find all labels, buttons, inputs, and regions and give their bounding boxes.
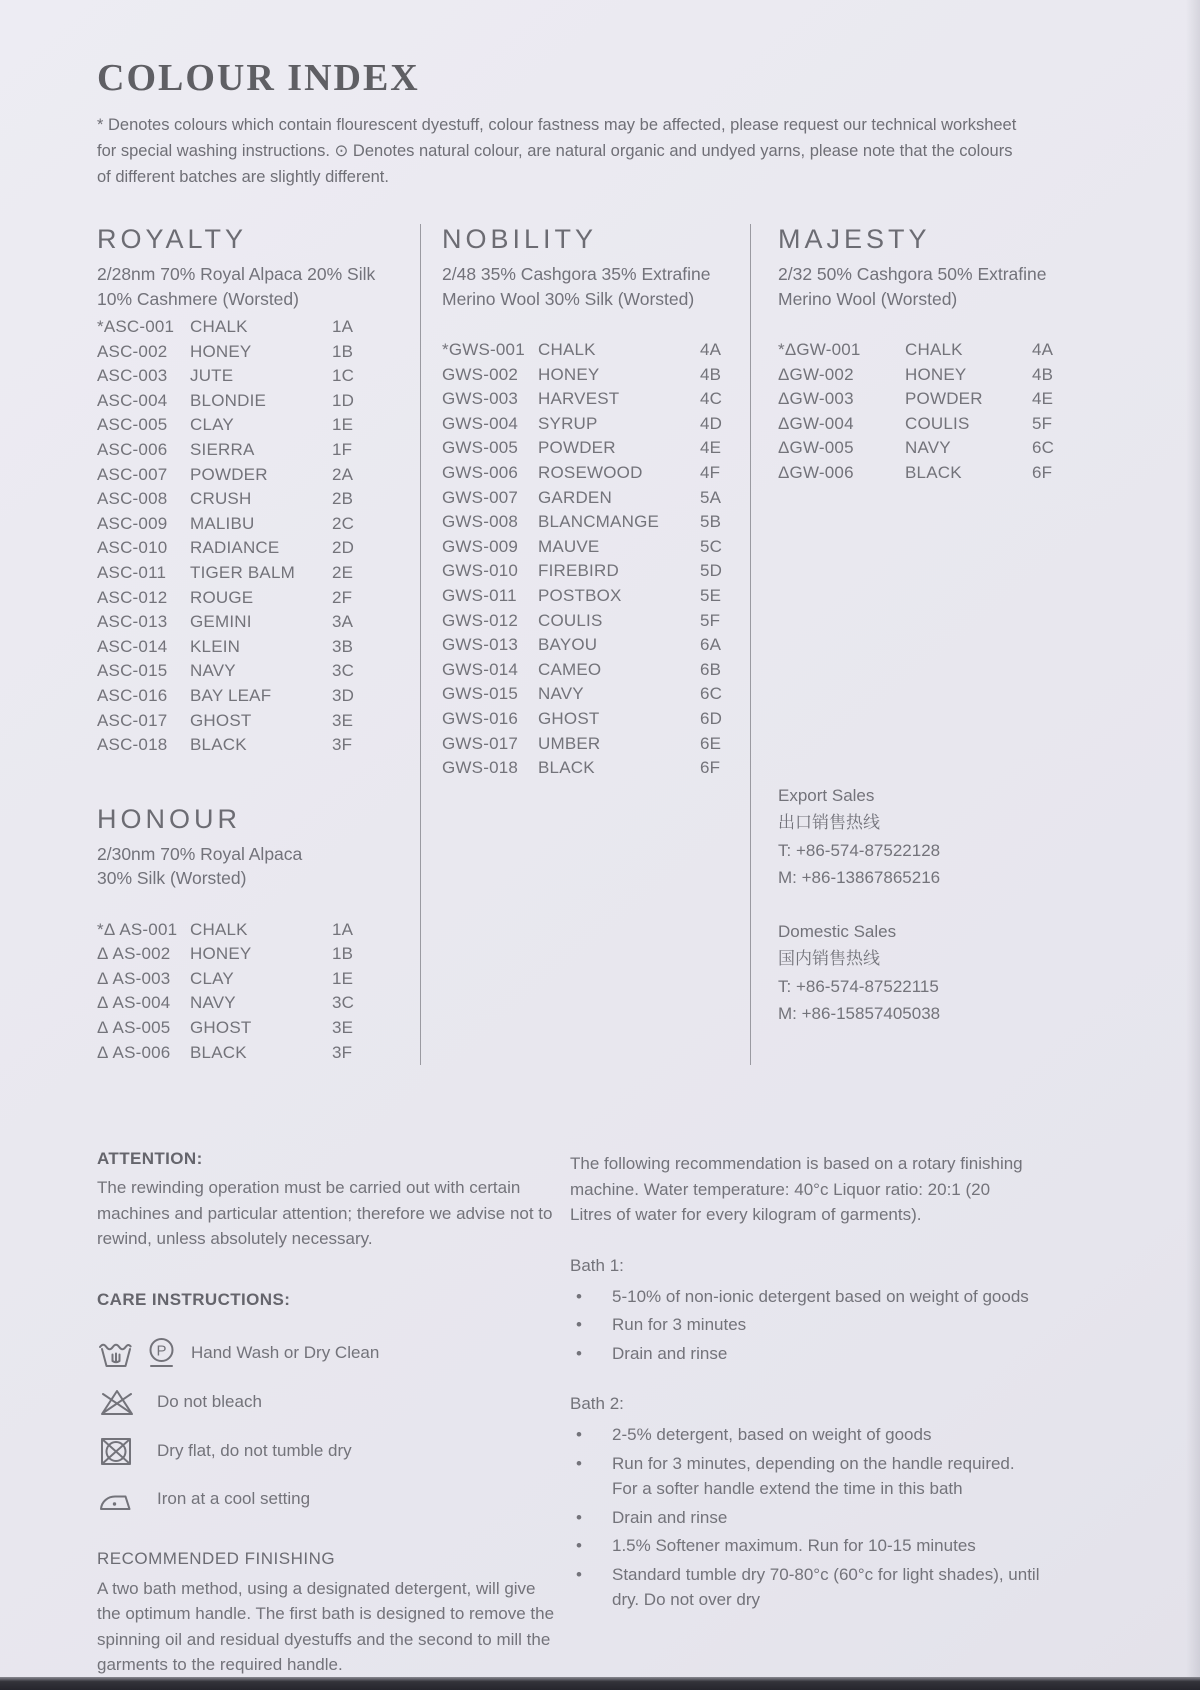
colour-code: GWS-011 (442, 585, 517, 605)
colour-ref: 4B (700, 364, 722, 384)
colour-row (97, 512, 420, 537)
colour-table-honour (97, 918, 420, 1066)
colour-name: CHALK (905, 340, 963, 359)
colour-row (442, 412, 750, 437)
contact-title: Export Sales (778, 785, 875, 805)
colour-code: ASC-014 (97, 636, 168, 656)
colour-row (97, 315, 420, 340)
colour-table-royalty (97, 315, 420, 758)
colour-name: HONEY (190, 944, 252, 964)
colour-name: CHALK (190, 919, 248, 939)
colour-row (442, 387, 750, 412)
colour-code: ASC-009 (97, 513, 168, 533)
colour-ref: 4D (700, 413, 723, 433)
yarn-spec-line: Merino Wool (Worsted) (778, 288, 958, 309)
colour-row (778, 363, 1110, 388)
yarn-spec-line: 30% Silk (Worsted) (97, 868, 247, 889)
colour-row (97, 918, 420, 943)
colour-ref: 3D (332, 685, 355, 705)
colour-name: POWDER (538, 438, 616, 458)
colour-ref: 2F (332, 587, 353, 607)
contact-subtitle-cn: 国内销售热线 (778, 949, 880, 969)
colour-code: ASC-017 (97, 710, 168, 730)
section-title: NOBILITY (442, 224, 598, 254)
colour-ref: 2B (332, 489, 354, 509)
bath-step (570, 1533, 1040, 1559)
colour-row (97, 364, 420, 389)
recommended-finishing-heading: RECOMMENDED FINISHING (97, 1548, 336, 1568)
colour-ref: 3E (332, 710, 354, 730)
colour-code: GWS-016 (442, 708, 519, 728)
care-row-do-not-bleach (97, 1385, 570, 1419)
sales-contacts (778, 782, 1110, 1028)
colour-name: ROSEWOOD (538, 462, 643, 482)
attention-heading: ATTENTION: (97, 1149, 203, 1169)
colour-name: POWDER (905, 389, 983, 409)
colour-name: POWDER (190, 464, 268, 484)
bath-2-block (570, 1394, 1110, 1613)
export-sales-contact (778, 782, 1110, 892)
bottom-right-column (570, 1149, 1110, 1678)
colour-code: GWS-008 (442, 512, 519, 532)
bath-step (570, 1451, 1040, 1502)
colour-row (97, 487, 420, 512)
colour-row (442, 461, 750, 486)
colour-name: CAMEO (538, 659, 602, 679)
section-honour (97, 804, 420, 1066)
colour-row (97, 1041, 420, 1066)
colour-code: GWS-012 (442, 610, 519, 630)
bottom-section (0, 1149, 1200, 1678)
bath-step-text: 5-10% of non-ionic detergent based on weight of goods (612, 1286, 1029, 1306)
colour-code: GWS-004 (442, 413, 519, 433)
care-label: Do not bleach (157, 1391, 262, 1411)
colour-code: Δ AS-003 (97, 968, 171, 988)
colour-code: GWS-017 (442, 733, 519, 753)
dry-clean-p-icon (148, 1336, 175, 1370)
colour-ref: 1B (332, 944, 354, 964)
colour-ref: 2C (332, 513, 355, 533)
hand-wash-icon (97, 1336, 135, 1370)
care-icons-group (97, 1483, 141, 1515)
colour-columns (97, 224, 1110, 1065)
colour-ref: 4F (700, 462, 721, 482)
section-title: HONOUR (97, 803, 241, 834)
column-majesty-contacts (750, 224, 1110, 1065)
colour-row (97, 438, 420, 463)
colour-row (442, 486, 750, 511)
colour-name: UMBER (538, 733, 601, 753)
bath-step-text: 2-5% detergent, based on weight of goods (612, 1425, 932, 1445)
colour-row (97, 340, 420, 365)
colour-name: SIERRA (190, 439, 255, 459)
colour-code: Δ AS-006 (97, 1042, 171, 1062)
bath-step (570, 1284, 1040, 1310)
care-icons-group (97, 1385, 141, 1419)
bath-2-label: Bath 2: (570, 1394, 624, 1414)
colour-code: ΔGW-004 (778, 413, 854, 433)
colour-row (442, 584, 750, 609)
intro-note: * Denotes colours which contain flourescent dyestuff, colour fastness may be affected, please request our technical worksheet for special washing instructions. ⊙ Denotes natural colour, are natural organic and undyed yarns, please note that the colours of different batches are slightly different. (97, 116, 1017, 186)
colour-row (778, 461, 1110, 486)
colour-row (442, 559, 750, 584)
bath-step-text: Standard tumble dry 70-80°c (60°c for light shades), until dry. Do not over dry (612, 1564, 1040, 1610)
colour-code: GWS-010 (442, 561, 519, 581)
colour-code: ΔGW-002 (778, 364, 854, 384)
bath-step (570, 1341, 1040, 1367)
colour-row (778, 436, 1110, 461)
colour-code: ASC-004 (97, 390, 168, 410)
bath-step (570, 1505, 1040, 1531)
colour-name: SYRUP (538, 413, 598, 433)
bath-1-label: Bath 1: (570, 1255, 624, 1275)
colour-code: GWS-002 (442, 364, 519, 384)
colour-row (97, 733, 420, 758)
colour-ref: 3C (332, 661, 355, 681)
colour-name: GARDEN (538, 487, 612, 507)
colour-code: GWS-007 (442, 487, 519, 507)
colour-name: GEMINI (190, 612, 252, 632)
colour-row (97, 413, 420, 438)
scan-edge-bottom (0, 1677, 1200, 1690)
bath-step-text: Drain and rinse (612, 1343, 728, 1363)
colour-row (97, 684, 420, 709)
colour-row (97, 1016, 420, 1041)
colour-name: CHALK (538, 340, 596, 359)
colour-code: ΔGW-003 (778, 389, 854, 409)
colour-ref: 1D (332, 390, 355, 410)
colour-row (442, 633, 750, 658)
colour-row (97, 991, 420, 1016)
colour-name: MALIBU (190, 513, 255, 533)
care-icons-group (97, 1434, 141, 1468)
yarn-spec-line: Merino Wool 30% Silk (Worsted) (442, 288, 695, 309)
colour-row (97, 610, 420, 635)
colour-ref: 3C (332, 993, 355, 1013)
colour-row (442, 338, 750, 363)
care-instructions-heading: CARE INSTRUCTIONS: (97, 1289, 291, 1309)
domestic-sales-contact (778, 918, 1110, 1028)
colour-row (442, 658, 750, 683)
colour-ref: 6C (700, 684, 723, 704)
colour-row (442, 756, 750, 781)
colour-ref: 1C (332, 366, 355, 386)
do-not-tumble-dry-icon (97, 1434, 135, 1468)
colour-ref: 6D (700, 708, 723, 728)
colour-ref: 1F (332, 439, 353, 459)
colour-name: COULIS (538, 610, 603, 630)
colour-ref: 5B (700, 512, 722, 532)
colour-name: HARVEST (538, 389, 620, 409)
colour-row (97, 967, 420, 992)
colour-ref: 6A (700, 635, 722, 655)
colour-code: *ASC-001 (97, 317, 175, 336)
colour-row (778, 387, 1110, 412)
colour-ref: 5E (700, 585, 722, 605)
colour-ref: 5A (700, 487, 722, 507)
colour-row (97, 942, 420, 967)
contact-title: Domestic Sales (778, 921, 897, 941)
yarn-spec-line: 10% Cashmere (Worsted) (97, 288, 299, 309)
colour-ref: 1E (332, 415, 354, 435)
colour-name: JUTE (190, 366, 234, 386)
section-title: ROYALTY (97, 224, 248, 254)
colour-name: CLAY (190, 415, 234, 435)
colour-row (442, 535, 750, 560)
colour-name: HONEY (905, 364, 967, 384)
colour-ref: 1B (332, 341, 354, 361)
section-nobility (442, 224, 750, 781)
care-row-do-not-tumble-dry (97, 1434, 570, 1468)
colour-code: ASC-003 (97, 366, 168, 386)
colour-ref: 3F (332, 1042, 353, 1062)
colour-ref: 4E (1032, 389, 1054, 409)
colour-name: BLACK (538, 758, 595, 778)
colour-code: GWS-009 (442, 536, 519, 556)
colour-code: GWS-014 (442, 659, 519, 679)
colour-name: NAVY (905, 438, 951, 458)
care-row-hand-wash (97, 1336, 570, 1370)
colour-code: Δ AS-005 (97, 1018, 171, 1038)
column-nobility (420, 224, 750, 1065)
colour-code: *ΔGW-001 (778, 340, 861, 359)
scan-edge-right-shadow (1186, 0, 1200, 1690)
colour-ref: 4A (700, 340, 722, 359)
colour-ref: 6B (700, 659, 722, 679)
colour-code: ASC-006 (97, 439, 168, 459)
bath-1-steps (570, 1284, 1040, 1367)
colour-name: GHOST (190, 710, 252, 730)
attention-text: The rewinding operation must be carried out with certain machines and particular attention; therefore we advise not to rewind, unless absolutely necessary. (97, 1178, 553, 1249)
colour-name: TIGER BALM (190, 562, 295, 582)
colour-ref: 6E (700, 733, 722, 753)
bath-step-text: Run for 3 minutes, depending on the handle required. For a softer handle extend the time in this bath (612, 1453, 1015, 1499)
colour-ref: 5F (700, 610, 721, 630)
colour-name: MAUVE (538, 536, 600, 556)
section-royalty (97, 224, 420, 758)
colour-name: GHOST (190, 1018, 252, 1038)
colour-ref: 3F (332, 735, 353, 755)
bottom-left-column (97, 1149, 570, 1678)
colour-ref: 4A (1032, 340, 1054, 359)
colour-name: BLONDIE (190, 390, 267, 410)
care-label: Iron at a cool setting (157, 1488, 311, 1508)
contact-telephone: T: +86-574-87522115 (778, 976, 939, 996)
colour-name: NAVY (190, 993, 236, 1013)
colour-name: BLANCMANGE (538, 512, 660, 532)
care-row-iron-cool (97, 1483, 570, 1515)
colour-ref: 6C (1032, 438, 1055, 458)
colour-name: BLACK (190, 735, 247, 755)
colour-ref: 5D (700, 561, 723, 581)
colour-code: GWS-003 (442, 389, 519, 409)
colour-name: COULIS (905, 413, 970, 433)
colour-name: BAY LEAF (190, 685, 272, 705)
colour-row (97, 586, 420, 611)
colour-code: ASC-011 (97, 562, 167, 582)
colour-code: GWS-006 (442, 462, 519, 482)
colour-ref: 1A (332, 317, 354, 336)
colour-code: GWS-005 (442, 438, 519, 458)
colour-table-majesty (778, 338, 1110, 486)
bath-step-text: Run for 3 minutes (612, 1315, 747, 1335)
colour-code: ASC-002 (97, 341, 168, 361)
care-label: Dry flat, do not tumble dry (157, 1440, 352, 1460)
colour-ref: 3E (332, 1018, 354, 1038)
svg-text:P: P (156, 1342, 167, 1360)
colour-ref: 6F (1032, 462, 1053, 482)
colour-name: GHOST (538, 708, 600, 728)
colour-name: CRUSH (190, 489, 252, 509)
colour-name: NAVY (538, 684, 584, 704)
bath-step (570, 1562, 1040, 1613)
yarn-spec-line: 2/32 50% Cashgora 50% Extrafine (778, 264, 1047, 284)
colour-code: *Δ AS-001 (97, 919, 178, 939)
colour-name: CLAY (190, 968, 234, 988)
colour-table-nobility (442, 338, 750, 781)
section-title: MAJESTY (778, 224, 931, 254)
recommended-finishing-text: A two bath method, using a designated detergent, will give the optimum handle. The first bath is designed to remove the spinning oil and residual dyestuffs and the second to mill the garments to the required handle. (97, 1578, 555, 1675)
colour-name: BLACK (190, 1042, 247, 1062)
recommended-finishing (97, 1549, 570, 1678)
colour-row (97, 536, 420, 561)
colour-ref: 2E (332, 562, 354, 582)
colour-ref: 2A (332, 464, 354, 484)
colour-ref: 4B (1032, 364, 1054, 384)
colour-code: Δ AS-002 (97, 944, 171, 964)
colour-ref: 2D (332, 538, 355, 558)
colour-code: GWS-018 (442, 758, 519, 778)
contact-mobile: M: +86-13867865216 (778, 868, 941, 888)
column-royalty-honour (97, 224, 420, 1065)
colour-code: ASC-007 (97, 464, 168, 484)
colour-name: ROUGE (190, 587, 254, 607)
colour-name: BAYOU (538, 635, 598, 655)
do-not-bleach-icon (97, 1385, 137, 1419)
yarn-spec-line: 2/28nm 70% Royal Alpaca 20% Silk (97, 264, 376, 284)
colour-name: BLACK (905, 462, 962, 482)
colour-ref: 5F (1032, 413, 1053, 433)
colour-code: ASC-008 (97, 489, 168, 509)
care-instructions-list (97, 1336, 570, 1515)
colour-ref: 1E (332, 968, 354, 988)
bath-step (570, 1422, 1040, 1448)
colour-code: ASC-018 (97, 735, 168, 755)
colour-code: ASC-012 (97, 587, 168, 607)
colour-code: ASC-016 (97, 685, 168, 705)
contact-telephone: T: +86-574-87522128 (778, 840, 941, 860)
colour-ref: 3B (332, 636, 354, 656)
colour-row (778, 338, 1110, 363)
colour-row (97, 709, 420, 734)
colour-name: HONEY (538, 364, 600, 384)
colour-code: ASC-005 (97, 415, 168, 435)
colour-row (442, 707, 750, 732)
yarn-spec-line: 2/48 35% Cashgora 35% Extrafine (442, 264, 711, 284)
colour-row (778, 412, 1110, 437)
colour-code: *GWS-001 (442, 340, 525, 359)
colour-row (97, 659, 420, 684)
colour-code: ASC-013 (97, 612, 168, 632)
colour-row (442, 732, 750, 757)
colour-name: RADIANCE (190, 538, 280, 558)
colour-ref: 6F (700, 758, 721, 778)
page-title: COLOUR INDEX (97, 57, 420, 99)
iron-cool-icon (97, 1483, 135, 1515)
colour-row (97, 463, 420, 488)
bath-step (570, 1312, 1040, 1338)
colour-row (97, 635, 420, 660)
colour-code: ASC-015 (97, 661, 168, 681)
colour-ref: 5C (700, 536, 723, 556)
bath-step-text: Drain and rinse (612, 1507, 728, 1527)
bath-1-block (570, 1256, 1110, 1367)
colour-name: KLEIN (190, 636, 241, 656)
colour-name: POSTBOX (538, 585, 622, 605)
colour-row (442, 609, 750, 634)
colour-code: ASC-010 (97, 538, 168, 558)
colour-ref: 4C (700, 389, 723, 409)
colour-row (442, 510, 750, 535)
rotary-recommendation-text: The following recommendation is based on a rotary finishing machine. Water temperature: 40°c Liquor ratio: 20:1 (20 Litres of water for every kilogram of garments). (570, 1154, 1023, 1225)
colour-ref: 3A (332, 612, 354, 632)
colour-code: GWS-013 (442, 635, 519, 655)
contact-mobile: M: +86-15857405038 (778, 1004, 941, 1024)
care-icons-group (97, 1336, 175, 1370)
contact-subtitle-cn: 出口销售热线 (778, 813, 880, 833)
colour-row (442, 682, 750, 707)
colour-row (442, 363, 750, 388)
yarn-spec-line: 2/30nm 70% Royal Alpaca (97, 843, 303, 864)
care-label: Hand Wash or Dry Clean (191, 1342, 380, 1362)
colour-code: ΔGW-006 (778, 462, 854, 482)
colour-name: CHALK (190, 317, 248, 336)
bath-2-steps (570, 1422, 1040, 1613)
colour-ref: 4E (700, 438, 722, 458)
colour-row (97, 389, 420, 414)
colour-name: FIREBIRD (538, 561, 619, 581)
colour-code: GWS-015 (442, 684, 519, 704)
colour-code: ΔGW-005 (778, 438, 854, 458)
colour-ref: 1A (332, 919, 354, 939)
colour-code: Δ AS-004 (97, 993, 171, 1013)
section-majesty (778, 224, 1110, 486)
colour-name: HONEY (190, 341, 252, 361)
colour-row (442, 436, 750, 461)
colour-row (97, 561, 420, 586)
bath-step-text: 1.5% Softener maximum. Run for 10-15 minutes (612, 1536, 976, 1556)
colour-name: NAVY (190, 661, 236, 681)
